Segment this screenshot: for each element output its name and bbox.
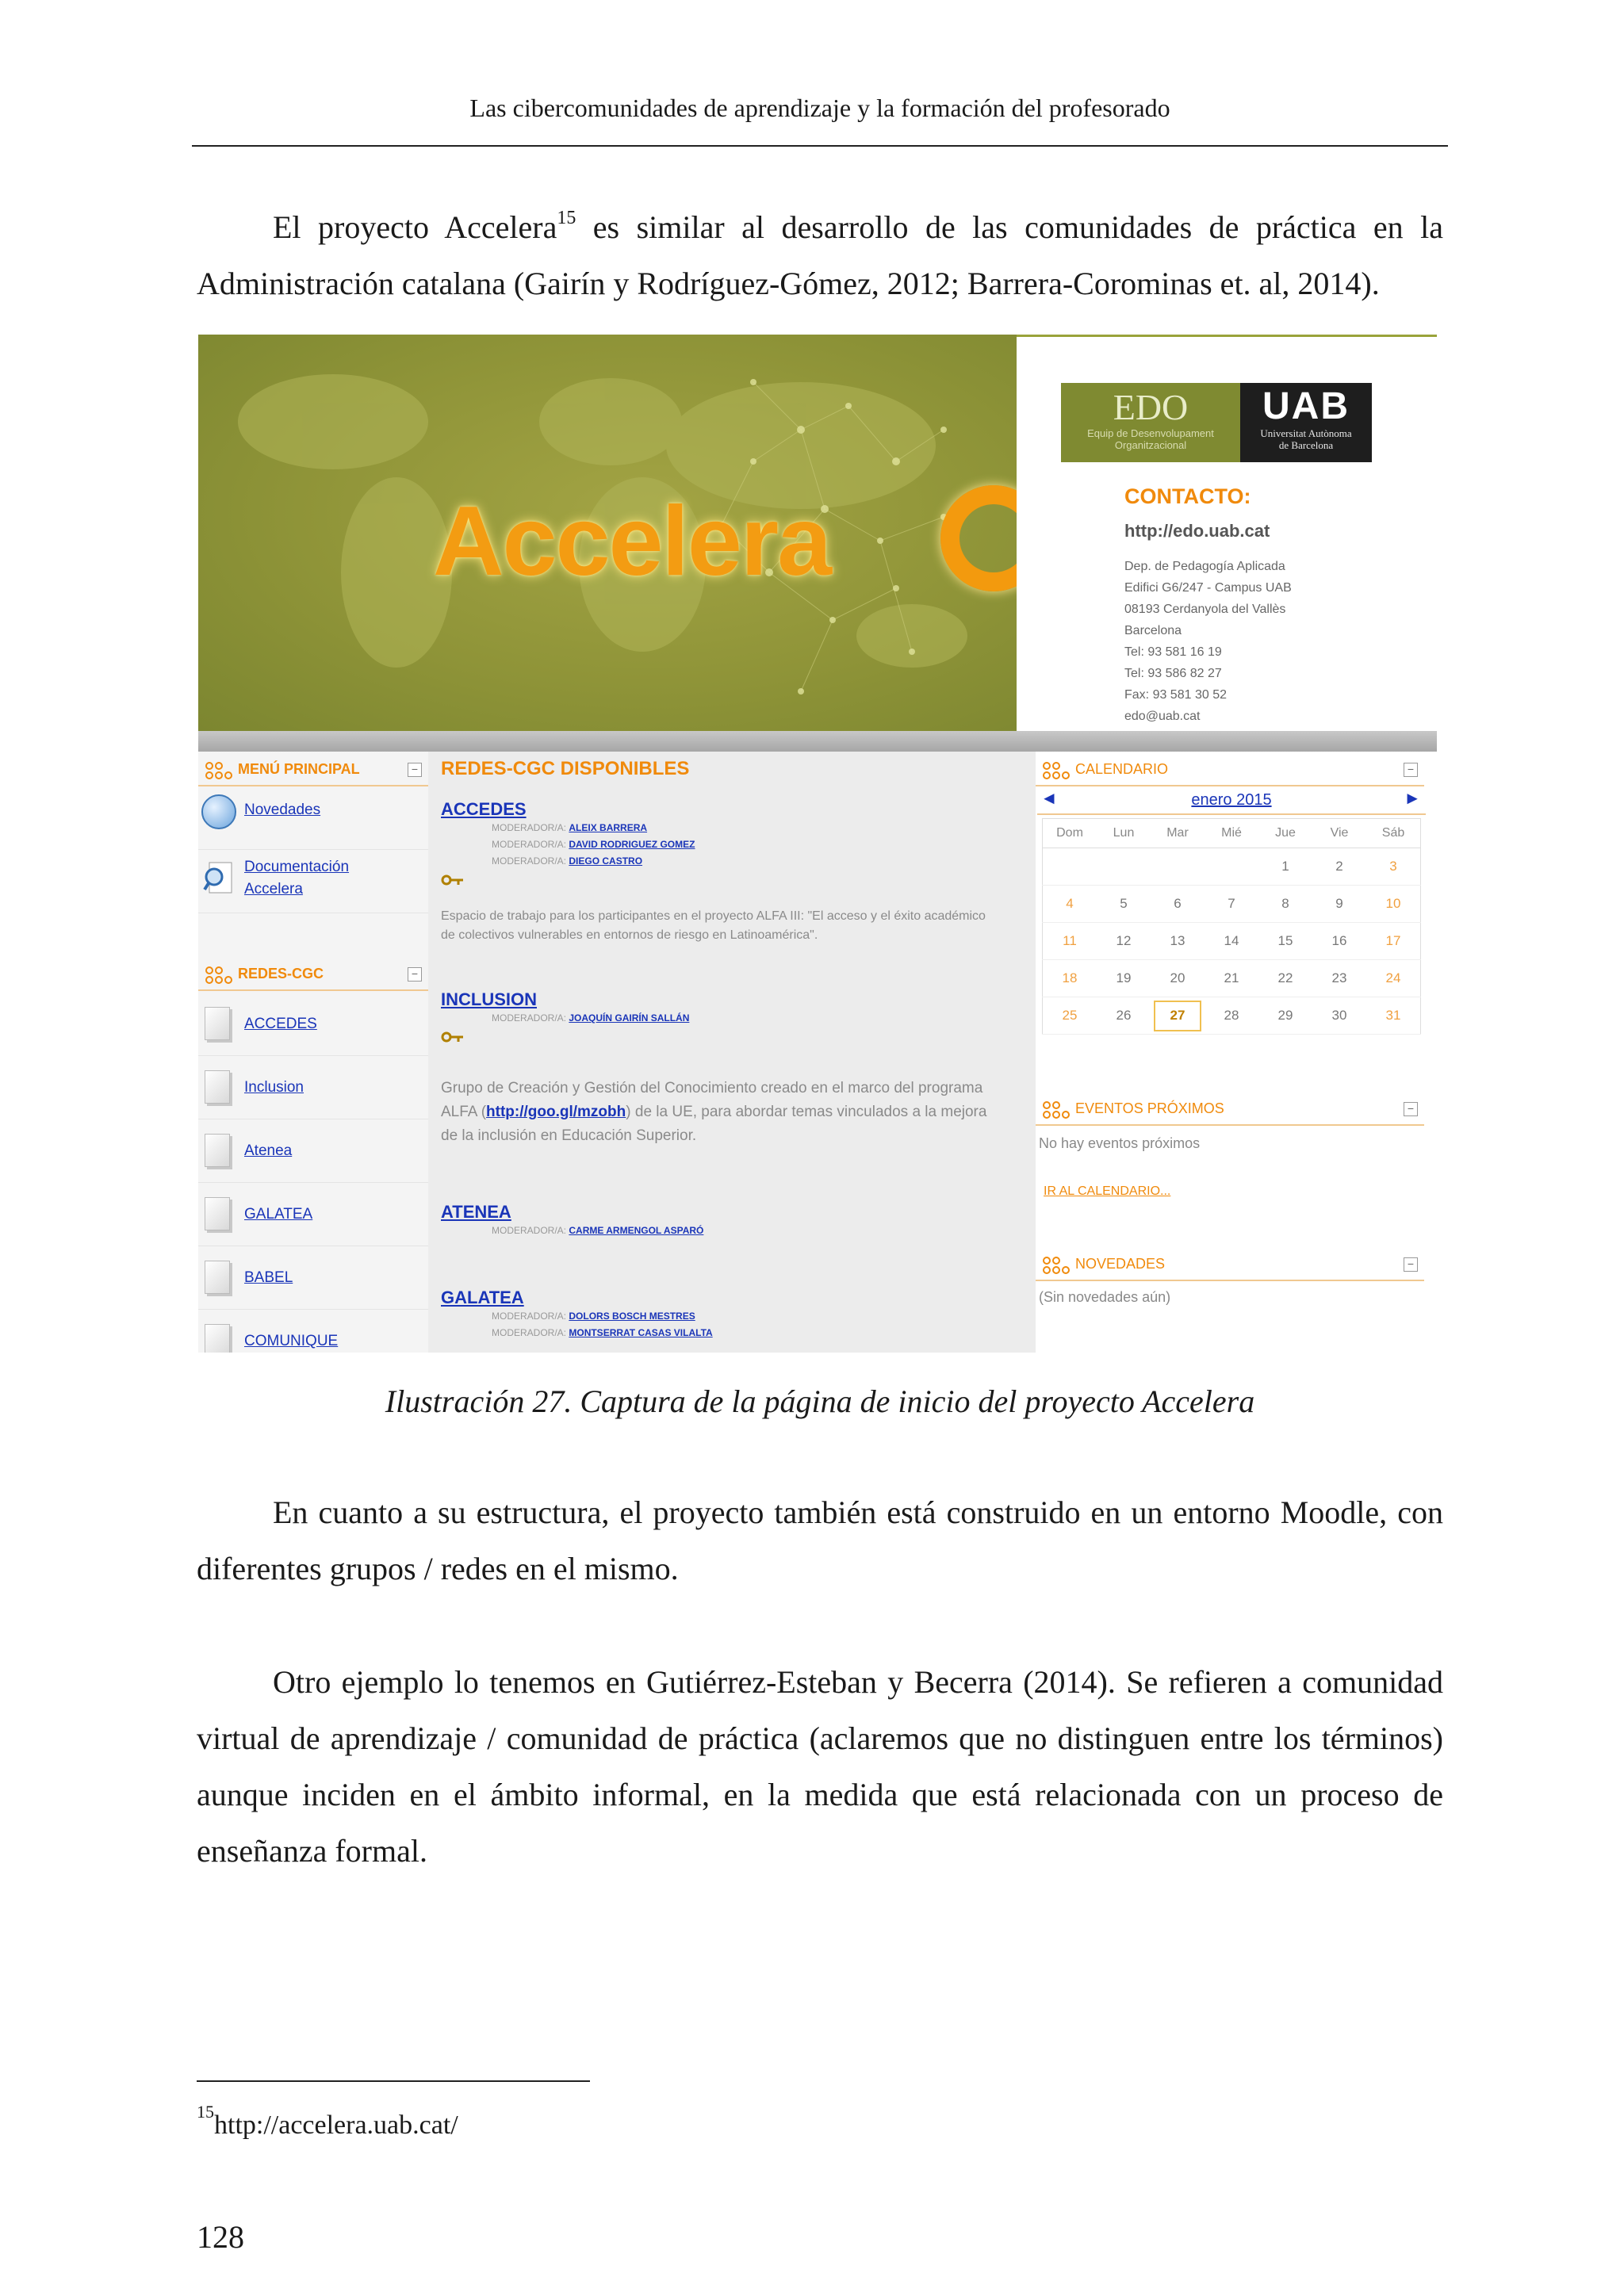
sidebar-item-atenea[interactable]	[198, 1119, 428, 1183]
block-dots-icon	[1039, 1254, 1071, 1276]
main-menu-title: MENÚ PRINCIPAL	[238, 761, 360, 777]
figure-caption: Ilustración 27. Captura de la página de inicio del proyecto Accelera	[385, 1383, 1255, 1419]
calendar-title: CALENDARIO	[1075, 761, 1169, 777]
course-galatea	[441, 1288, 713, 1341]
header-rule	[192, 145, 1448, 147]
moderator-link[interactable]: CARME ARMENGOL ASPARÓ	[569, 1225, 704, 1236]
contact-line: Tel: 93 581 16 19	[1124, 645, 1222, 659]
contact-line: Fax: 93 581 30 52	[1124, 688, 1227, 702]
moderator-link[interactable]: DIEGO CASTRO	[569, 855, 643, 867]
calendar-day[interactable]: 21	[1205, 960, 1258, 997]
course-icon	[205, 1070, 230, 1104]
course-icon	[205, 1197, 230, 1230]
weekday-label: Mié	[1205, 819, 1258, 848]
goo-gl-link[interactable]: http://goo.gl/mzobh	[486, 1104, 626, 1120]
weekday-label: Dom	[1043, 819, 1097, 848]
sidebar-link-babel[interactable]: BABEL	[244, 1269, 293, 1286]
main-menu-header	[198, 755, 428, 786]
calendar-day-today[interactable]: 27	[1151, 997, 1205, 1035]
calendar-week	[1043, 997, 1421, 1035]
sidebar-item-documentacion[interactable]	[198, 850, 428, 913]
sidebar-link-accelera[interactable]: Accelera	[244, 881, 303, 897]
uab-logo-line1: Universitat Autònoma	[1260, 427, 1352, 439]
calendar-day[interactable]: 14	[1205, 923, 1258, 960]
sidebar-link-galatea[interactable]: GALATEA	[244, 1206, 313, 1223]
calendar-day[interactable]: 28	[1205, 997, 1258, 1035]
calendar-day[interactable]: 16	[1312, 923, 1366, 960]
collapse-icon[interactable]: −	[1404, 763, 1418, 777]
accelera-banner	[198, 335, 1017, 731]
paragraph-1-text-end: es similar al desarrollo de las comunidades de práctica en la Administración catalana (Gairín y Rodríguez-Gómez, 2012; Barrera-Corominas et. al, 2014).	[197, 209, 1443, 301]
footnote-url[interactable]: http://accelera.uab.cat/	[214, 2110, 458, 2140]
sidebar-item-novedades[interactable]	[198, 786, 428, 850]
course-inclusion	[441, 989, 988, 1148]
block-dots-icon	[1039, 760, 1071, 782]
block-dots-icon	[201, 964, 233, 986]
moderator-label: MODERADOR/A:	[492, 1012, 567, 1024]
calendar-day[interactable]: 1	[1258, 848, 1312, 886]
contact-url-link[interactable]: http://edo.uab.cat	[1124, 521, 1270, 541]
calendar-nav	[1037, 786, 1426, 815]
paragraph-3: Otro ejemplo lo tenemos en Gutiérrez-Esteban y Becerra (2014). Se refieren a comunidad virtual de aprendizaje / comunidad de práctica (aclaremos que no distinguen entre los términos) aunque inciden en el ámbito informal, en la medida que está relacionada con un proceso de enseñanza formal.	[197, 1664, 1443, 1869]
moderator-line	[492, 836, 988, 853]
moderator-link[interactable]: JOAQUÍN GAIRÍN SALLÁN	[569, 1012, 690, 1024]
sidebar-link-accedes[interactable]: ACCEDES	[244, 1016, 317, 1032]
redes-title: REDES-CGC	[238, 966, 324, 982]
calendar-day[interactable]: 9	[1312, 886, 1366, 923]
document-search-icon	[203, 859, 238, 901]
course-link-accedes[interactable]: ACCEDES	[441, 799, 527, 819]
calendar-day[interactable]: 29	[1258, 997, 1312, 1035]
contact-line: Dep. de Pedagogía Aplicada	[1124, 560, 1285, 573]
sidebar-link-novedades[interactable]: Novedades	[244, 802, 321, 818]
calendar-day[interactable]: 7	[1205, 886, 1258, 923]
course-icon	[205, 1324, 230, 1353]
sidebar-link-comunique[interactable]: COMUNIQUE	[244, 1333, 339, 1349]
calendar-day[interactable]: 13	[1151, 923, 1205, 960]
collapse-icon[interactable]: −	[408, 967, 422, 982]
calendar-day[interactable]: 10	[1366, 886, 1421, 923]
no-events-text: No hay eventos próximos	[1039, 1135, 1201, 1151]
course-description-text: Grupo de Creación y Gestión del Conocimiento creado en el marco del programa ALFA (	[441, 1080, 983, 1120]
contact-address	[1124, 556, 1292, 727]
edo-logo	[1061, 383, 1240, 462]
calendar-day[interactable]: 15	[1258, 923, 1312, 960]
calendar-day[interactable]: 11	[1043, 923, 1097, 960]
moderator-label: MODERADOR/A:	[492, 839, 567, 850]
weekday-label: Jue	[1258, 819, 1312, 848]
paragraph-1	[197, 199, 1443, 312]
course-accedes	[441, 799, 988, 945]
calendar-day[interactable]: 22	[1258, 960, 1312, 997]
moderator-line	[492, 1010, 988, 1027]
course-icon	[205, 1261, 230, 1294]
calendar-day[interactable]: 30	[1312, 997, 1366, 1035]
contact-line: Barcelona	[1124, 624, 1182, 637]
key-icon[interactable]	[441, 1030, 465, 1044]
calendar-day[interactable]: 6	[1151, 886, 1205, 923]
contact-line: 08193 Cerdanyola del Vallès	[1124, 603, 1286, 616]
calendar-day	[1043, 848, 1097, 886]
course-icon	[205, 1007, 230, 1040]
footnote	[197, 2101, 458, 2141]
course-icon	[205, 1134, 230, 1167]
sidebar-link-inclusion[interactable]: Inclusion	[244, 1079, 304, 1096]
calendar-weekday-row	[1043, 819, 1421, 848]
calendar-day[interactable]: 12	[1097, 923, 1151, 960]
sidebar-link-atenea[interactable]: Atenea	[244, 1142, 293, 1159]
calendar-day[interactable]: 26	[1097, 997, 1151, 1035]
right-column	[1036, 752, 1437, 1353]
running-head: Las cibercomunidades de aprendizaje y la formación del profesorado	[469, 94, 1170, 122]
contact-email-link[interactable]: edo@uab.cat	[1124, 710, 1201, 723]
contact-line: Edifici G6/247 - Campus UAB	[1124, 581, 1292, 595]
calendar-day[interactable]: 4	[1043, 886, 1097, 923]
moderator-label: MODERADOR/A:	[492, 1225, 567, 1236]
calendar-week	[1043, 848, 1421, 886]
weekday-label: Vie	[1312, 819, 1366, 848]
calendar-day[interactable]: 2	[1312, 848, 1366, 886]
course-list-title: REDES-CGC DISPONIBLES	[441, 758, 690, 779]
footnote-ref[interactable]: 15	[557, 207, 576, 228]
course-description-text: ) de la UE, para abordar temas vinculados a la mejora de la inclusión en Educación Superior.	[441, 1104, 987, 1144]
block-dots-icon	[201, 760, 233, 782]
contact-line: Tel: 93 586 82 27	[1124, 667, 1222, 680]
calendar-day[interactable]: 23	[1312, 960, 1366, 997]
contact-panel	[1017, 335, 1437, 731]
accelera-logo-text: Accelera	[433, 487, 831, 596]
key-icon[interactable]	[441, 873, 465, 887]
calendar-day[interactable]: 17	[1366, 923, 1421, 960]
paragraph-2: En cuanto a su estructura, el proyecto también está construido en un entorno Moodle, con diferentes grupos / redes en el mismo.	[197, 1494, 1443, 1586]
calendar-header	[1036, 755, 1424, 786]
course-link-inclusion[interactable]: INCLUSION	[441, 989, 537, 1009]
moderator-label: MODERADOR/A:	[492, 855, 567, 867]
calendar-day[interactable]: 31	[1366, 997, 1421, 1035]
course-list-column	[428, 752, 1036, 1353]
events-header	[1036, 1094, 1424, 1126]
calendar-day[interactable]: 20	[1151, 960, 1205, 997]
events-title: EVENTOS PRÓXIMOS	[1075, 1100, 1224, 1116]
calendar-next-icon[interactable]: ►	[1404, 788, 1421, 808]
weekday-label: Mar	[1151, 819, 1205, 848]
calendar-day[interactable]: 18	[1043, 960, 1097, 997]
moderator-link[interactable]: DAVID RODRIGUEZ GOMEZ	[569, 839, 695, 850]
calendar-day[interactable]: 3	[1366, 848, 1421, 886]
calendar-day[interactable]: 5	[1097, 886, 1151, 923]
moderator-line	[492, 1325, 713, 1341]
sidebar-item-babel[interactable]	[198, 1246, 428, 1310]
calendar-day[interactable]: 8	[1258, 886, 1312, 923]
sidebar-item-accedes[interactable]	[198, 993, 428, 1056]
redes-header	[198, 959, 428, 991]
edo-logo-line2: Organitzacional	[1114, 439, 1187, 451]
moderator-link[interactable]: ALEIX BARRERA	[569, 822, 648, 833]
calendar-day	[1097, 848, 1151, 886]
moderator-link[interactable]: DOLORS BOSCH MESTRES	[569, 1311, 695, 1322]
moderator-line	[492, 1223, 703, 1239]
calendar-grid	[1042, 818, 1421, 1035]
collapse-icon[interactable]: −	[1404, 1102, 1418, 1116]
moderator-label: MODERADOR/A:	[492, 1327, 567, 1338]
calendar-month-link[interactable]: enero 2015	[1191, 791, 1272, 809]
edo-logo-mark: EDO	[1113, 387, 1189, 427]
sidebar-item-inclusion[interactable]	[198, 1056, 428, 1119]
footnote-number: 15	[197, 2101, 214, 2122]
calendar-week	[1043, 886, 1421, 923]
no-news-text: (Sin novedades aún)	[1039, 1289, 1171, 1305]
collapse-icon[interactable]: −	[1404, 1257, 1418, 1272]
left-sidebar	[198, 752, 428, 1353]
paragraph-1-text-start: El proyecto Accelera	[273, 209, 557, 245]
moderator-line	[492, 1308, 713, 1325]
accelera-screenshot	[198, 335, 1437, 1353]
go-to-calendar-link[interactable]: IR AL CALENDARIO...	[1044, 1184, 1171, 1198]
news-header	[1036, 1249, 1424, 1281]
news-title: NOVEDADES	[1075, 1256, 1166, 1272]
calendar-week	[1043, 923, 1421, 960]
course-link-atenea[interactable]: ATENEA	[441, 1202, 511, 1222]
calendar-day	[1205, 848, 1258, 886]
calendar-day[interactable]: 25	[1043, 997, 1097, 1035]
block-dots-icon	[1039, 1099, 1071, 1121]
course-link-galatea[interactable]: GALATEA	[441, 1288, 524, 1307]
calendar-day	[1151, 848, 1205, 886]
sidebar-item-galatea[interactable]	[198, 1183, 428, 1246]
course-description: Espacio de trabajo para los participantes en el proyecto ALFA III: "El acceso y el éxito académico de colectivos vulnerables en entornos de riesgo en Latinoamérica".	[441, 909, 986, 942]
uab-logo	[1240, 383, 1372, 462]
calendar-day[interactable]: 19	[1097, 960, 1151, 997]
moderator-label: MODERADOR/A:	[492, 822, 567, 833]
moderator-link[interactable]: MONTSERRAT CASAS VILALTA	[569, 1327, 713, 1338]
calendar-day[interactable]: 24	[1366, 960, 1421, 997]
edo-logo-line1: Equip de Desenvolupament	[1087, 427, 1214, 439]
moderator-line	[492, 820, 988, 836]
moderator-line	[492, 853, 988, 870]
calendar-week	[1043, 960, 1421, 997]
footnote-rule	[197, 2080, 590, 2082]
uab-logo-mark: UAB	[1262, 385, 1350, 427]
collapse-icon[interactable]: −	[408, 763, 422, 777]
speech-bubble-icon	[201, 794, 236, 829]
header-divider-strip	[198, 731, 1437, 752]
course-atenea	[441, 1202, 703, 1239]
calendar-prev-icon[interactable]: ◄	[1040, 788, 1058, 808]
sidebar-item-comunique[interactable]	[198, 1310, 428, 1353]
contact-title: CONTACTO:	[1124, 484, 1251, 508]
moderator-label: MODERADOR/A:	[492, 1311, 567, 1322]
weekday-label: Sáb	[1366, 819, 1421, 848]
page-number: 128	[197, 2219, 244, 2255]
course-description	[441, 1077, 988, 1148]
uab-logo-line2: de Barcelona	[1278, 439, 1334, 451]
weekday-label: Lun	[1097, 819, 1151, 848]
sidebar-link-documentacion[interactable]: Documentación	[244, 859, 350, 875]
